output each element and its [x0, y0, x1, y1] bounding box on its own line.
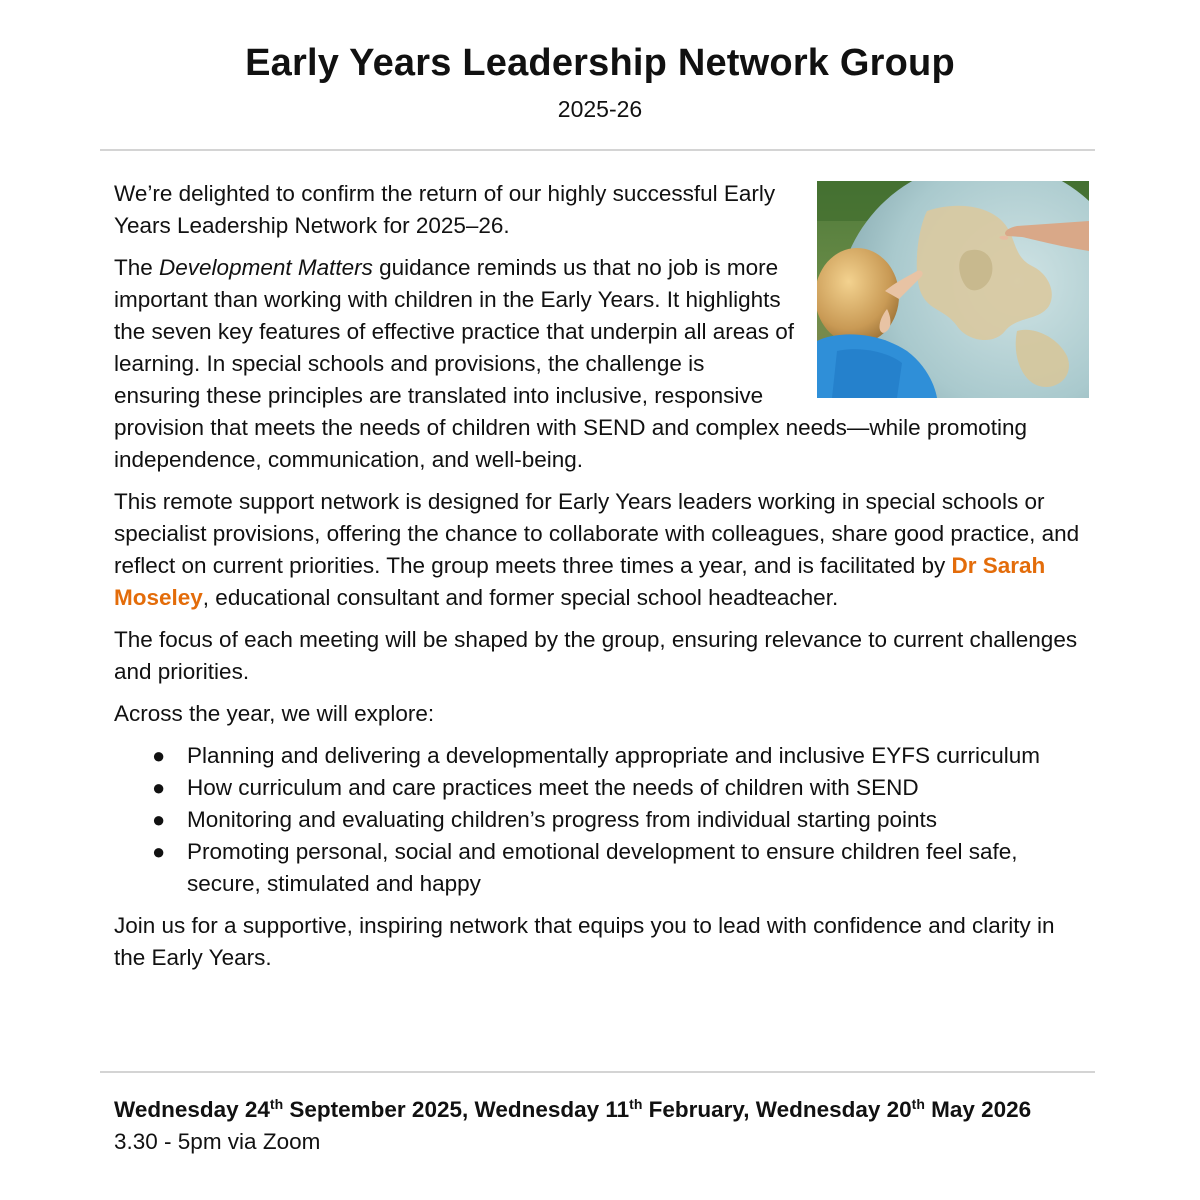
focus-paragraph: The focus of each meeting will be shaped by the group, ensuring relevance to current challenges and priorities. [114, 627, 1078, 684]
facilitator-name: Dr Sarah Moseley [114, 553, 1046, 610]
topics-list [114, 740, 1086, 900]
main-content [114, 178, 1086, 984]
paragraph-body: , educational consultant and former special school headteacher. [202, 585, 839, 610]
date-text: September 2025, Wednesday 11 [283, 1097, 630, 1122]
explore-intro: Across the year, we will explore: [114, 701, 435, 726]
list-item [114, 836, 1086, 900]
date-text: Wednesday 24 [114, 1097, 270, 1122]
list-item [114, 804, 1086, 836]
paragraph-body: This remote support network is designed for Early Years leaders working in special schools or specialist provisions, offering the chance to collaborate with colleagues, share good practice, and reflect on current priorities. The group meets three times a year, and is facilitated by [114, 489, 1080, 578]
page-title: Early Years Leadership Network Group [245, 42, 955, 84]
page-subtitle: 2025-26 [557, 96, 643, 122]
list-item-text: Planning and delivering a developmentally appropriate and inclusive EYFS curriculum [187, 743, 1040, 768]
paragraph-body: guidance reminds us that no job is more important than working with children in the Early Years. It highlights the seven key features of effective practice that underpin all areas of learning. In special schools and provisions, the challenge is ensuring these principles are translated into inclusive, responsive provision that meets the needs of children with SEND and complex needs—while promoting independence, communication, and well-being. [114, 255, 1027, 472]
schedule-block [114, 1094, 1104, 1158]
date-suffix: th [629, 1096, 643, 1112]
network-description-paragraph [114, 486, 1086, 614]
bullet-icon: ● [152, 807, 166, 832]
list-item-text: Promoting personal, social and emotional development to ensure children feel safe, secure, stimulated and happy [187, 839, 1018, 896]
list-item-text: How curriculum and care practices meet the needs of children with SEND [187, 775, 919, 800]
intro-paragraph: We’re delighted to confirm the return of our highly successful Early Years Leadership Network for 2025–26. [114, 181, 776, 238]
meeting-dates [114, 1094, 1104, 1126]
top-divider [100, 149, 1095, 151]
paragraph-prefix: The [114, 255, 160, 280]
list-item-text: Monitoring and evaluating children’s progress from individual starting points [187, 807, 937, 832]
development-matters-title: Development Matters [159, 255, 373, 280]
list-item [114, 740, 1086, 772]
bottom-divider [100, 1071, 1095, 1073]
date-suffix: th [911, 1096, 925, 1112]
list-item [114, 772, 1086, 804]
bullet-icon: ● [152, 775, 166, 800]
meeting-time: 3.30 - 5pm via Zoom [114, 1129, 321, 1154]
date-suffix: th [269, 1096, 284, 1112]
bullet-icon: ● [152, 743, 166, 768]
child-with-globe-photo [817, 181, 1089, 398]
closing-paragraph: Join us for a supportive, inspiring network that equips you to lead with confidence and clarity in the Early Years. [114, 913, 1055, 970]
bullet-icon: ● [152, 839, 166, 864]
date-text: February, Wednesday 20 [642, 1097, 912, 1122]
date-text: May 2026 [924, 1097, 1032, 1122]
